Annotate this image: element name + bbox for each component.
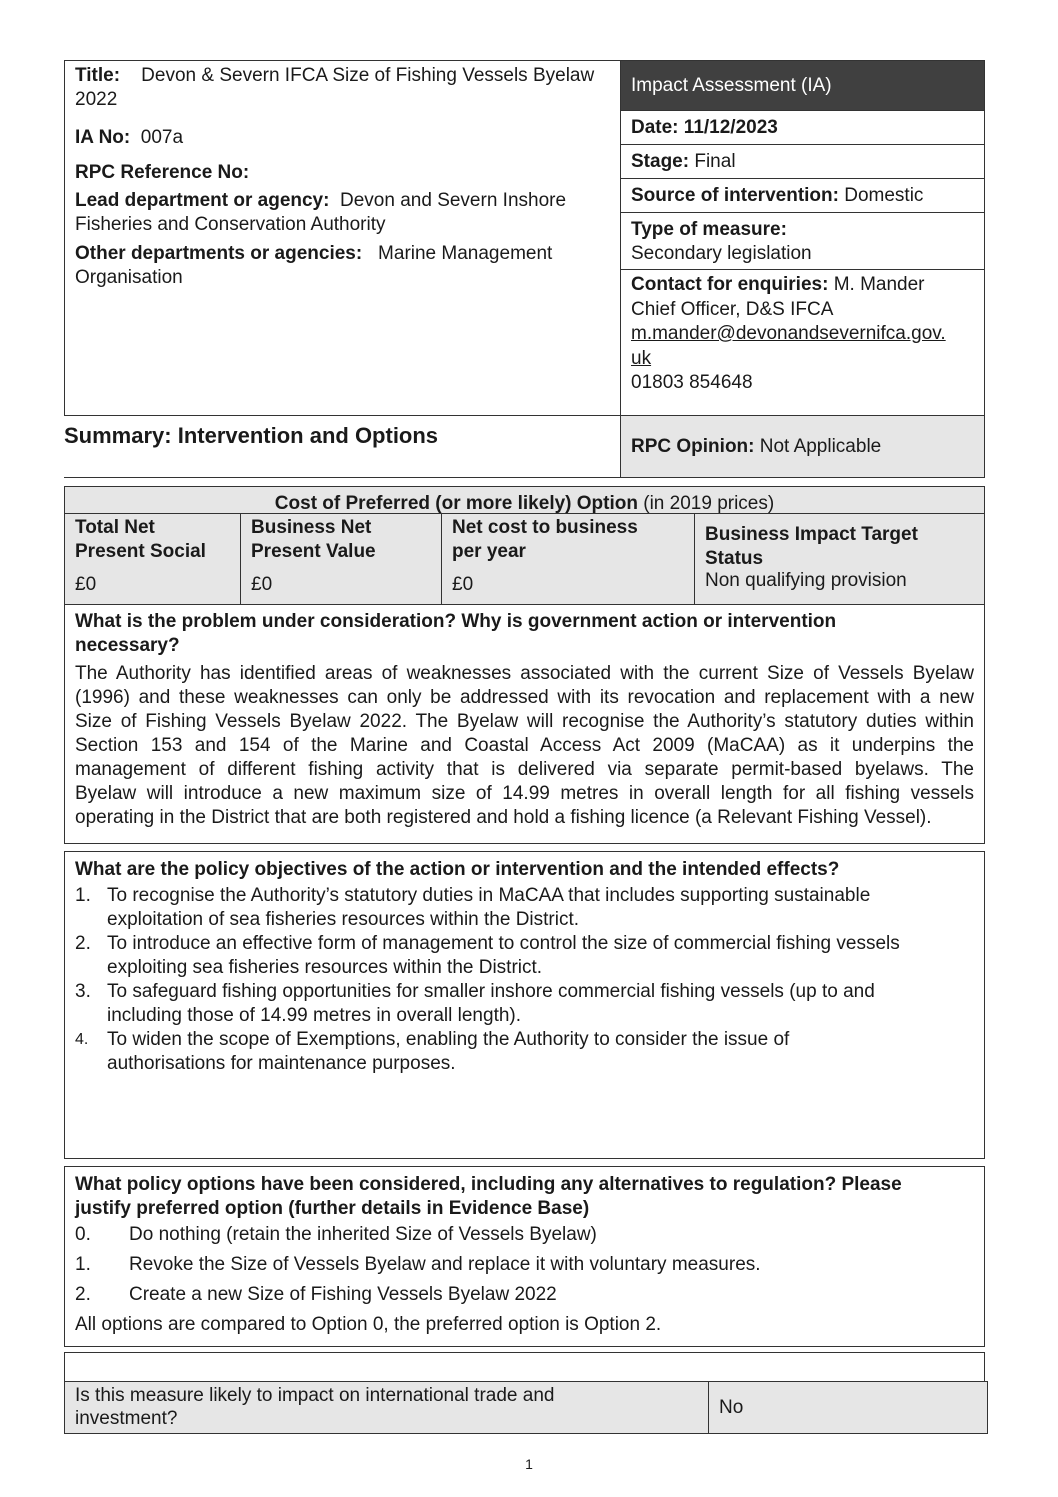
objectives-box (64, 851, 985, 1159)
contact-cell (620, 269, 985, 416)
cost-col-header: Business Impact Target (705, 524, 918, 545)
stage-value: Final (694, 151, 736, 172)
objective-item (75, 884, 974, 932)
lead-department-label: Lead department or agency: (75, 190, 330, 211)
cost-col-value: Non qualifying provision (705, 570, 907, 591)
trade-question-continued: investment? (75, 1408, 178, 1429)
problem-question-continued: necessary? (75, 635, 180, 656)
objectives-question: What are the policy objectives of the action or intervention and the intended effects? (75, 859, 840, 880)
options-question: What policy options have been considered, including any alternatives to regulation? Please (75, 1174, 902, 1195)
rpc-opinion-cell (620, 415, 985, 478)
cost-col-header: Present Social (75, 541, 206, 562)
problem-line: The Authority has identified areas of weaknesses associated with the current Size of Vessels Byelaw (75, 663, 974, 684)
cost-col-header: Business Net (251, 517, 372, 538)
contact-email-link-continued[interactable]: uk (631, 347, 652, 369)
option-number: 1. (75, 1254, 91, 1275)
cost-col-value: £0 (452, 574, 474, 595)
title-value: Devon & Severn IFCA Size of Fishing Vessels Byelaw 2022 (75, 65, 595, 110)
source-label: Source of intervention: (631, 185, 839, 206)
options-question-continued: justify preferred option (further details in Evidence Base) (75, 1198, 590, 1219)
impact-assessment-heading: Impact Assessment (IA) (631, 75, 832, 96)
objective-number: 2. (75, 933, 91, 954)
objective-item (75, 1028, 974, 1076)
page-number: 1 (525, 1456, 533, 1472)
problem-line: management of different fishing activity that is delivered via separate permit-based byelaws. The (75, 759, 974, 780)
title-label: Title: (75, 65, 121, 86)
problem-line: (1996) and these weaknesses can only be addressed with its revocation and replacement with a new (75, 687, 974, 708)
cost-col-header: Present Value (251, 541, 376, 562)
other-departments-label: Other departments or agencies: (75, 243, 363, 264)
options-conclusion: All options are compared to Option 0, the preferred option is Option 2. (75, 1314, 662, 1335)
lead-department-value: Devon and Severn Inshore Fisheries and Conservation Authority (75, 190, 567, 235)
cost-col-header: Total Net (75, 517, 155, 538)
summary-heading: Summary: Intervention and Options (64, 423, 439, 448)
type-of-measure-cell (620, 212, 985, 270)
trade-question-cell (64, 1381, 709, 1434)
type-label: Type of measure: (631, 219, 787, 240)
header-info-box (64, 60, 621, 416)
objective-text: To widen the scope of Exemptions, enabling the Authority to consider the issue of (107, 1029, 790, 1050)
ia-no-value: 007a (140, 127, 184, 148)
problem-body (75, 662, 974, 830)
objective-text: exploiting sea fisheries resources within the District. (107, 957, 543, 978)
lead-department-line (75, 189, 610, 237)
cost-heading-bold: Cost of Preferred (or more likely) Option (274, 493, 638, 514)
title-line (75, 64, 610, 112)
rpc-opinion-label: RPC Opinion: (631, 436, 755, 457)
objective-text: To safeguard fishing opportunities for smaller inshore commercial fishing vessels (up to and (107, 981, 875, 1002)
objective-text: To introduce an effective form of management to control the size of commercial fishing vessels (107, 933, 900, 954)
objective-text: including those of 14.99 metres in overall length). (107, 1005, 522, 1026)
cost-col-bit-status (695, 513, 984, 604)
options-box (64, 1166, 985, 1347)
cost-col-value: £0 (251, 574, 273, 595)
contact-phone: 01803 854648 (631, 372, 753, 393)
cost-heading-prices: (in 2019 prices) (643, 493, 775, 514)
source-of-intervention-cell (620, 178, 985, 213)
contact-line (631, 273, 974, 298)
option-item (75, 1253, 974, 1277)
rpc-reference-label: RPC Reference No: (75, 162, 250, 183)
objective-item (75, 932, 974, 980)
type-value: Secondary legislation (631, 243, 812, 264)
objective-number: 3. (75, 981, 91, 1002)
option-text: Create a new Size of Fishing Vessels Byelaw 2022 (129, 1284, 557, 1305)
problem-question: What is the problem under consideration? Why is government action or intervention (75, 611, 837, 632)
trade-question: Is this measure likely to impact on international trade and (75, 1385, 555, 1406)
summary-underline (64, 477, 622, 478)
other-departments-line (75, 242, 610, 290)
stage-cell (620, 144, 985, 179)
stage-label: Stage: (631, 151, 690, 172)
cost-col-value: £0 (75, 574, 97, 595)
contact-name: M. Mander (833, 274, 925, 295)
cost-col-net-cost (442, 513, 695, 604)
problem-line: Section 153 and 154 of the Marine and Coastal Access Act 2009 (MaCAA) as it underpins the (75, 735, 974, 756)
ia-no-line (75, 126, 610, 150)
cost-col-header: per year (452, 541, 526, 562)
other-departments-value: Marine Management Organisation (75, 243, 553, 288)
objective-number: 1. (75, 885, 91, 906)
cost-col-total-net (65, 513, 241, 604)
problem-line: operating in the District that are both registered and hold a fishing licence (a Relevant Fishing Vessel). (75, 807, 932, 828)
contact-label: Contact for enquiries: (631, 274, 829, 295)
objective-text: To recognise the Authority’s statutory duties in MaCAA that includes supporting sustainable (107, 885, 871, 906)
cost-table (64, 486, 985, 605)
option-item (75, 1223, 974, 1247)
impact-assessment-banner (620, 60, 985, 111)
problem-line: Size of Fishing Vessels Byelaw 2022. The Byelaw will recognise the Authority’s statutory duties within (75, 711, 974, 732)
cost-table-heading (65, 493, 984, 515)
date-cell (620, 110, 985, 145)
cost-col-business-net (241, 513, 442, 604)
date-label: Date: (631, 117, 679, 138)
rpc-opinion-value: Not Applicable (759, 436, 882, 457)
date-value: 11/12/2023 (683, 117, 778, 138)
objective-text: exploitation of sea fisheries resources within the District. (107, 909, 580, 930)
option-text: Do nothing (retain the inherited Size of Vessels Byelaw) (129, 1224, 597, 1245)
contact-email-link[interactable]: m.mander@devonandsevernifca.gov. (631, 323, 946, 344)
objective-item (75, 980, 974, 1028)
trade-answer-cell (708, 1381, 988, 1434)
cost-col-header: Status (705, 548, 764, 569)
contact-role: Chief Officer, D&S IFCA (631, 298, 834, 320)
problem-line: Byelaw will introduce a new maximum size of 14.99 metres in overall length for all fishing vessels (75, 783, 974, 804)
option-text: Revoke the Size of Vessels Byelaw and replace it with voluntary measures. (129, 1254, 761, 1275)
objective-number: 4. (75, 1031, 89, 1048)
ia-no-label: IA No: (75, 127, 131, 148)
problem-box (64, 604, 985, 844)
option-item (75, 1283, 974, 1307)
option-number: 0. (75, 1224, 91, 1245)
trade-box-top-strip (64, 1352, 985, 1382)
option-number: 2. (75, 1284, 91, 1305)
cost-col-header: Net cost to business (452, 517, 638, 538)
trade-answer: No (719, 1397, 744, 1418)
objective-text: authorisations for maintenance purposes. (107, 1053, 456, 1074)
source-value: Domestic (844, 185, 924, 206)
